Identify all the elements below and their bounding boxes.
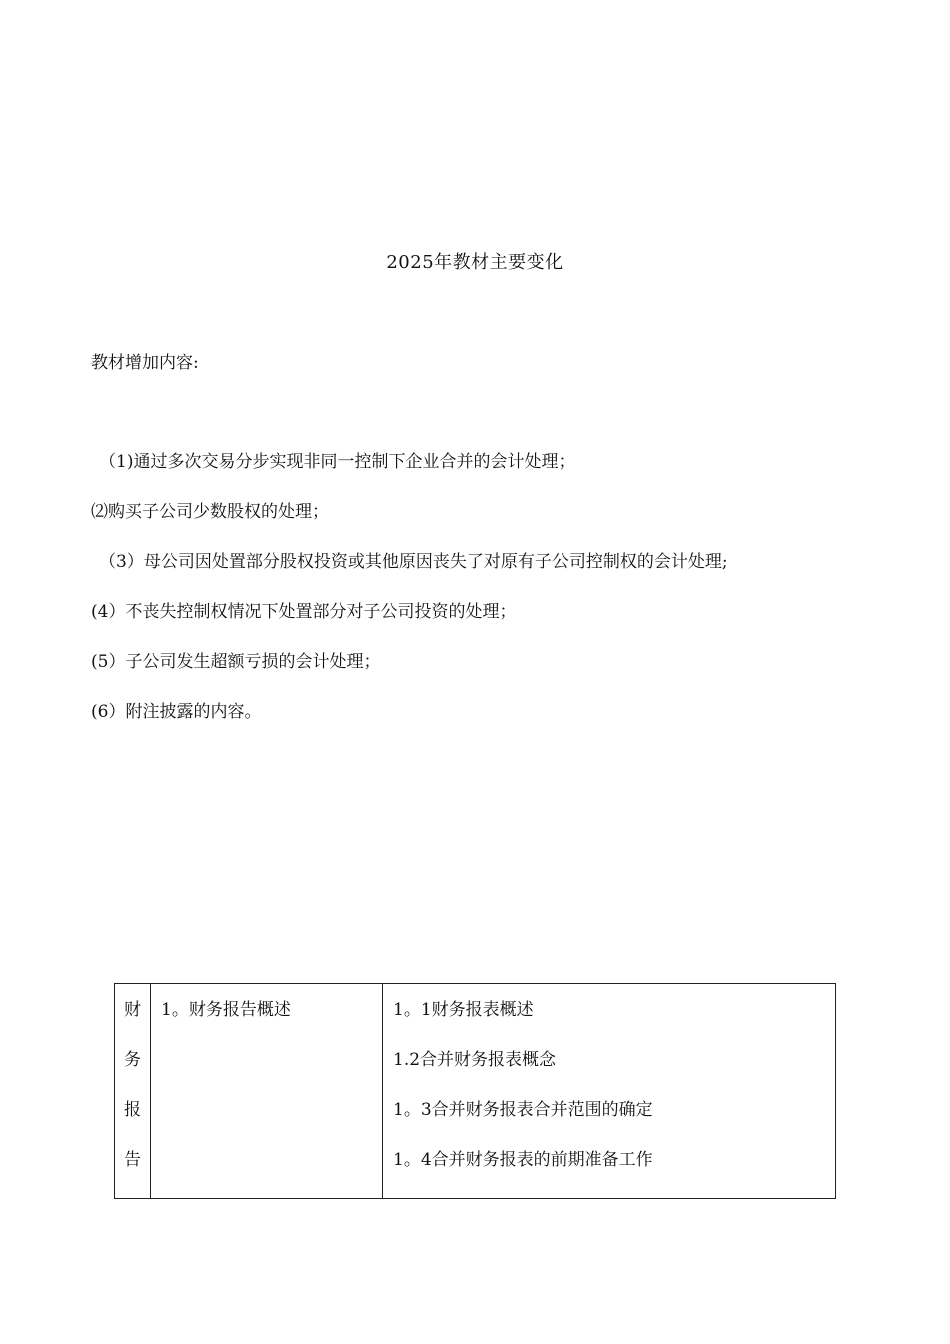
added-content-list [91,450,911,750]
vertical-label-char: 财 [124,1000,141,1020]
section-item: 1。1财务报表概述 [393,1000,534,1020]
list-item: (6）附注披露的内容。 [91,702,262,722]
chapter-cell: 1。财务报告概述 [151,984,383,1199]
vertical-label-cell [115,984,151,1199]
sections-cell [383,984,836,1199]
list-item: （1)通过多次交易分步实现非同一控制下企业合并的会计处理； [99,452,576,472]
outline-table [114,983,836,1199]
list-item: （3）母公司因处置部分股权投资或其他原因丧失了对原有子公司控制权的会计处理; [99,552,728,572]
section-heading: 教材增加内容: [91,353,199,373]
section-item: 1。4合并财务报表的前期准备工作 [393,1150,653,1170]
section-item: 1。3合并财务报表合并范围的确定 [393,1100,653,1120]
list-item: (4）不丧失控制权情况下处置部分对子公司投资的处理； [91,602,517,622]
list-item: ⑵购买子公司少数股权的处理； [91,502,329,522]
section-item: 1.2合并财务报表概念 [393,1050,557,1070]
table-row [115,984,836,1199]
document-title: 2025年教材主要变化 [386,252,564,273]
list-item: (5）子公司发生超额亏损的会计处理； [91,652,381,672]
vertical-label-char: 报 [124,1100,141,1120]
vertical-label-char: 务 [124,1050,141,1070]
vertical-label-char: 告 [124,1150,141,1170]
